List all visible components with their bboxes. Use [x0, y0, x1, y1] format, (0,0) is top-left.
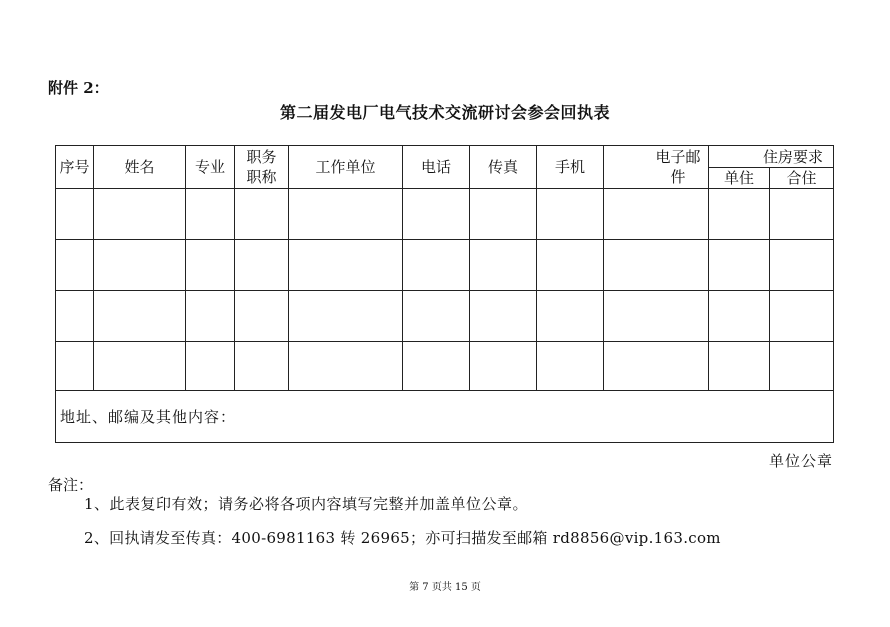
table-cell[interactable] — [403, 291, 470, 342]
col-header-employer: 工作单位 — [289, 146, 403, 189]
note-item-2: 2、回执请发至传真：400-6981163 转 26965；亦可扫描发至邮箱 rd8856@vip.163.com — [84, 529, 721, 547]
table-cell[interactable] — [235, 291, 289, 342]
col-header-lodging-shared: 合住 — [770, 168, 834, 189]
table-cell[interactable] — [537, 342, 604, 391]
document-title: 第二届发电厂电气技术交流研讨会参会回执表 — [279, 103, 610, 122]
col-header-seq: 序号 — [56, 146, 94, 189]
table-cell[interactable] — [537, 240, 604, 291]
address-row — [56, 391, 834, 443]
unit-seal-label: 单位公章 — [768, 452, 833, 470]
table-cell[interactable] — [770, 342, 834, 391]
col-header-lodging-single: 单住 — [709, 168, 770, 189]
table-cell[interactable] — [235, 189, 289, 240]
table-cell[interactable] — [709, 342, 770, 391]
table-cell[interactable] — [186, 240, 235, 291]
table-cell[interactable] — [94, 240, 186, 291]
table-cell[interactable] — [289, 240, 403, 291]
table-cell[interactable] — [709, 291, 770, 342]
col-header-position-line1: 职务 — [246, 148, 277, 166]
table-cell[interactable] — [94, 291, 186, 342]
table-cell[interactable] — [770, 291, 834, 342]
table-cell[interactable] — [470, 342, 537, 391]
table-cell[interactable] — [186, 342, 235, 391]
registration-reply-table — [55, 145, 834, 443]
table-cell[interactable] — [186, 291, 235, 342]
col-header-position-line2: 职称 — [246, 168, 277, 186]
table-cell[interactable] — [186, 189, 235, 240]
notes-title: 备注： — [48, 476, 94, 494]
table-row — [56, 291, 834, 342]
col-header-email — [604, 146, 709, 189]
table-header-row — [56, 146, 834, 168]
table-cell[interactable] — [537, 189, 604, 240]
note-item-1: 1、此表复印有效；请务必将各项内容填写完整并加盖单位公章。 — [84, 495, 529, 513]
page-footer: 第 7 页共 15 页 — [409, 582, 481, 593]
table-cell[interactable] — [770, 240, 834, 291]
table-cell[interactable] — [770, 189, 834, 240]
table-cell[interactable] — [289, 291, 403, 342]
col-header-fax: 传真 — [470, 146, 537, 189]
table-cell[interactable] — [709, 240, 770, 291]
col-header-email-line1: 电子邮 — [655, 148, 701, 166]
col-header-name: 姓名 — [94, 146, 186, 189]
table-row — [56, 240, 834, 291]
col-header-mobile: 手机 — [537, 146, 604, 189]
table-cell[interactable] — [537, 291, 604, 342]
table-cell[interactable] — [56, 291, 94, 342]
table-cell[interactable] — [604, 189, 709, 240]
table-cell[interactable] — [604, 291, 709, 342]
table-cell[interactable] — [94, 189, 186, 240]
table-cell[interactable] — [56, 189, 94, 240]
table-cell[interactable] — [289, 189, 403, 240]
table-row — [56, 189, 834, 240]
table-cell[interactable] — [235, 240, 289, 291]
col-header-email-line2: 件 — [670, 168, 686, 186]
table-row — [56, 342, 834, 391]
table-cell[interactable] — [56, 342, 94, 391]
table-cell[interactable] — [403, 240, 470, 291]
table-cell[interactable] — [709, 189, 770, 240]
table-cell[interactable] — [94, 342, 186, 391]
col-header-lodging: 住房要求 — [709, 146, 834, 168]
table-cell[interactable] — [56, 240, 94, 291]
table-cell[interactable] — [235, 342, 289, 391]
table-cell[interactable] — [289, 342, 403, 391]
col-header-position — [235, 146, 289, 189]
table-cell[interactable] — [403, 342, 470, 391]
table-cell[interactable] — [403, 189, 470, 240]
table-cell[interactable] — [604, 342, 709, 391]
table-cell[interactable] — [604, 240, 709, 291]
col-header-major: 专业 — [186, 146, 235, 189]
table-cell[interactable] — [470, 291, 537, 342]
address-cell[interactable]: 地址、邮编及其他内容： — [56, 391, 834, 443]
attachment-label: 附件 2： — [48, 79, 109, 97]
col-header-phone: 电话 — [403, 146, 470, 189]
table-cell[interactable] — [470, 189, 537, 240]
table-cell[interactable] — [470, 240, 537, 291]
